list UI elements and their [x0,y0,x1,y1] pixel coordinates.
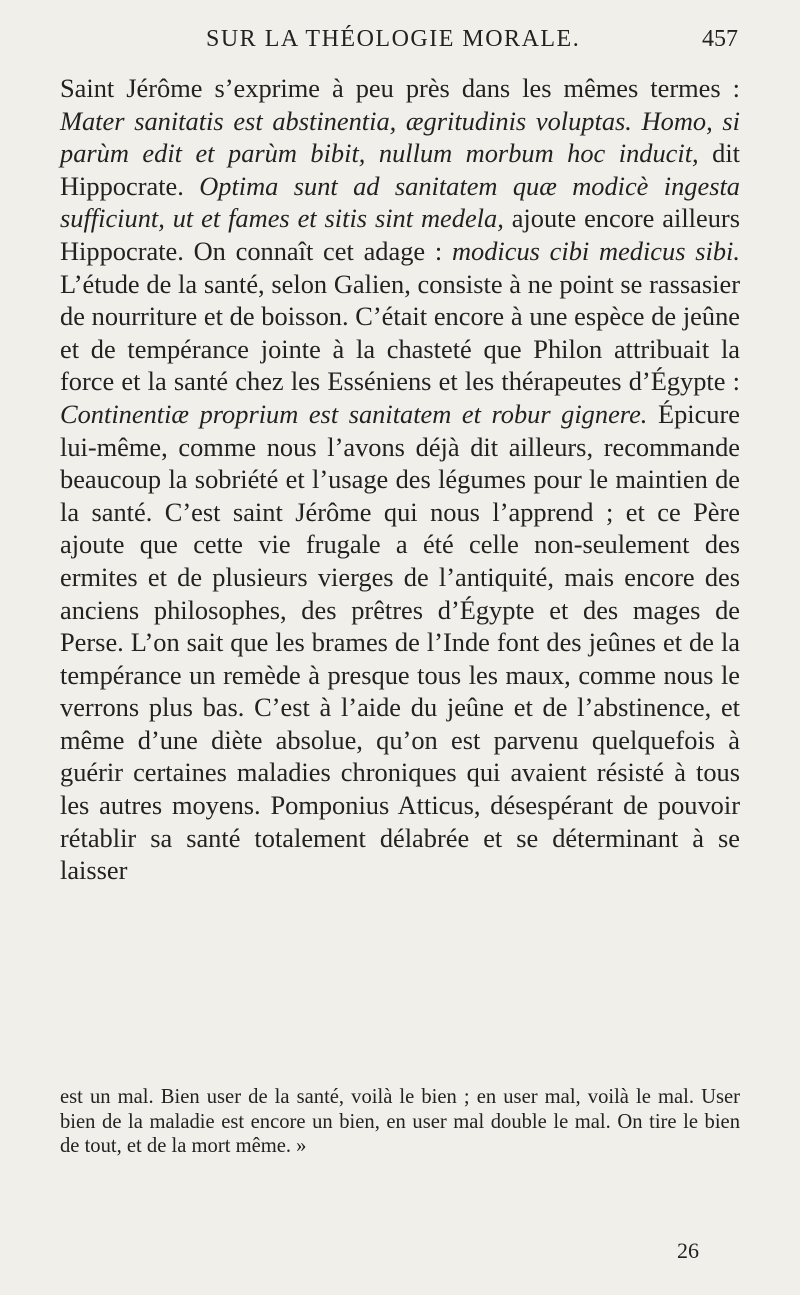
latin-quote: Mater sanitatis est abstinentia, ægritudinis voluptas. Homo, si parùm edit et parùm bibit, nullum morbum hoc inducit, [60,105,740,169]
text-segment: ajoute encore ailleurs Hippocrate. On connaît cet adage : [60,203,740,266]
page-number: 457 [702,26,738,52]
latin-quote: Optima sunt ad sanitatem quæ modicè ingesta sufficiunt, ut et fames et sitis sint medela, [60,170,740,234]
latin-quote: Continentiæ proprium est sanitatem et robur gignere. [60,398,648,429]
footnote: est un mal. Bien user de la santé, voilà le bien ; en user mal, voilà le mal. User bien de la maladie est encore un bien, en user mal double le mal. On tire le bien de tout, et de la mort même. » [60,1086,740,1158]
text-segment: dit Hippocrate. [60,138,740,201]
running-title: SUR LA THÉOLOGIE MORALE. [206,26,581,52]
text-segment: L’étude de la santé, selon Galien, consiste à ne point se rassasier de nourriture et de boisson. C’était encore à une espèce de jeûne et de tempérance jointe à la chasteté que Philon attribuait la force et la santé chez les Esséniens et les thérapeutes d’Égypte : [60,268,740,397]
page-header [60,26,740,60]
signature-mark: 26 [677,1238,699,1263]
latin-quote: modicus cibi medicus sibi. [451,235,740,266]
text-segment: Épicure lui-même, comme nous l’avons déjà dit ailleurs, recommande beaucoup la sobriété et l’usage des légumes pour le maintien de la santé. C’est saint Jérôme qui nous l’apprend ; et ce Père ajoute que cette vie frugale a été celle non-seulement des ermites et de plusieurs vierges de l’antiquité, mais encore des anciens philosophes, des prêtres d’Égypte et des mages de Perse. L’on sait que les brames de l’Inde font des jeûnes et de la tempérance un remède à presque tous les maux, comme nous le verrons plus bas. C’est à l’aide du jeûne et de l’abstinence, et même d’une diète absolue, qu’on est parvenu quelquefois à guérir certaines maladies chroniques qui avaient résisté à tous les autres moyens. Pomponius Atticus, désespérant de pouvoir rétablir sa santé totalement délabrée et se déterminant à se laisser [60,398,741,886]
text-segment: Saint Jérôme s’exprime à peu près dans les mêmes termes : [60,73,740,103]
main-paragraph [60,72,740,887]
